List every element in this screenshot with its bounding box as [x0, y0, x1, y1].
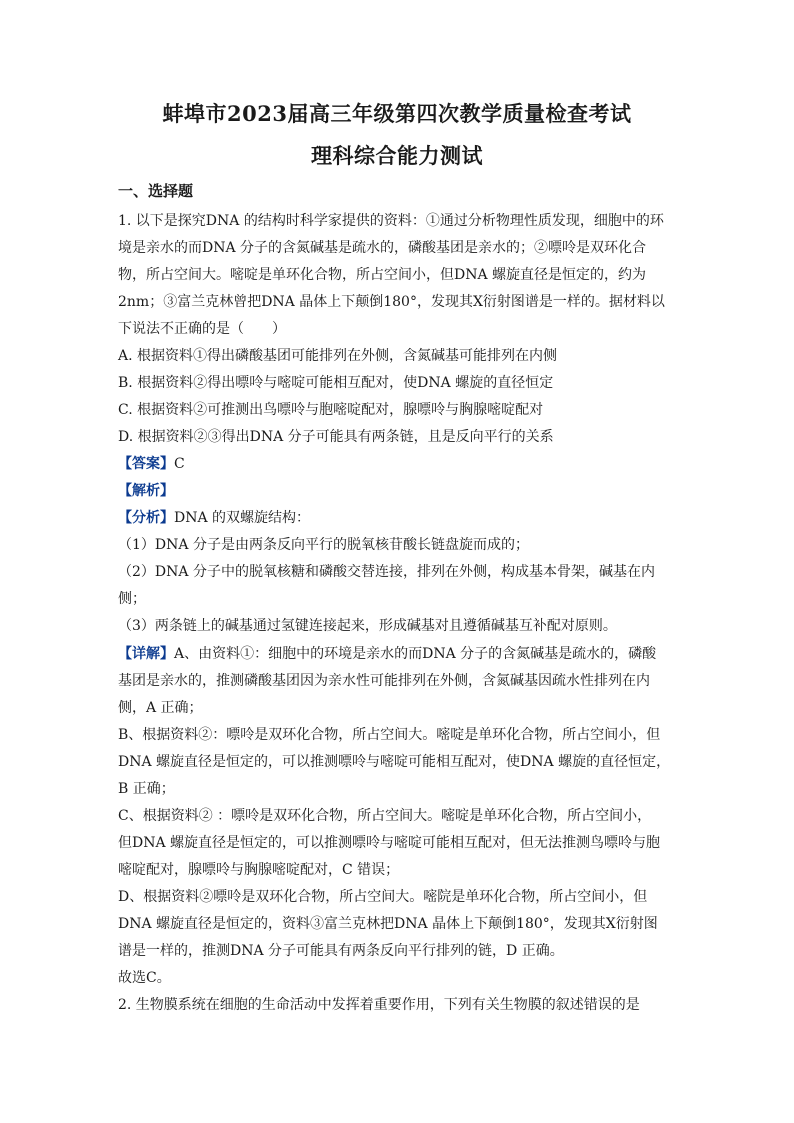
fenxi-text: DNA 的双螺旋结构：	[174, 510, 311, 526]
detail-item: C、根据资料② ：嘌呤是双环化合物，所占空间大。嘧啶是单环化合物，所占空间小，	[118, 808, 652, 824]
fenxi-item: （2）DNA 分子中的脱氧核糖和磷酸交替连接，排列在外侧，构成基本骨架，碱基在内	[118, 564, 655, 580]
detail-text: A、由资料①：细胞中的环境是亲水的而DNA 分子的含氮碱基是疏水的，磷酸	[174, 646, 657, 662]
detail-item: 谱是一样的，推测DNA 分子可能具有两条反向平行排列的链，D 正确。	[118, 943, 564, 959]
detail-item: D、根据资料②嘌呤是双环化合物，所占空间大。嘧院是单环化合物，所占空间小，但	[118, 889, 648, 905]
fenxi-line	[118, 509, 678, 527]
option-d: D. 根据资料②③得出DNA 分子可能具有两条链，且是反向平行的关系	[118, 429, 554, 445]
detail-item: DNA 螺旋直径是恒定的，资料③富兰克林把DNA 晶体上下颠倒180°，发现其X衍射图	[118, 916, 658, 932]
exam-subtitle: 理科综合能力测试	[311, 143, 483, 168]
detail-item: B 正确；	[118, 781, 175, 797]
section-heading: 一、选择题	[118, 182, 194, 200]
fenxi-item: （3）两条链上的碱基通过氢键连接起来，形成碱基对且遵循碱基互补配对原则。	[118, 618, 617, 634]
detail-item: B、根据资料②：嘌呤是双环化合物，所占空间大。嘧啶是单环化合物，所占空间小，但	[118, 727, 661, 743]
exam-title: 蚌埠市2023届高三年级第四次教学质量检查考试	[162, 101, 632, 126]
fenxi-item: （1）DNA 分子是由两条反向平行的脱氧核苷酸长链盘旋而成的；	[118, 537, 529, 553]
question-line: 1. 以下是探究DNA 的结构时科学家提供的资料：①通过分析物理性质发现，细胞中的环	[118, 213, 664, 229]
fenxi-tag: 【分析】	[118, 510, 174, 526]
detail-item: 侧，A 正确；	[118, 700, 203, 716]
detail-item: 但DNA 螺旋直径是恒定的，可以推测嘌呤与嘧啶可能相互配对，但无法推测鸟嘌呤与胞	[118, 835, 661, 851]
detail-line	[118, 645, 678, 663]
answer-tag: 【答案】	[118, 456, 174, 472]
option-a: A. 根据资料①得出磷酸基团可能排列在外侧，含氮碱基可能排列在内侧	[118, 348, 558, 364]
question-line: 境是亲水的而DNA 分子的含氮碱基是疏水的，磷酸基团是亲水的；②嘌呤是双环化合	[118, 240, 647, 256]
detail-tag: 【详解】	[118, 646, 174, 662]
question-line: 2nm；③富兰克林曾把DNA 晶体上下颠倒180°，发现其X衍射图谱是一样的。据材料以	[118, 294, 665, 310]
option-b: B. 根据资料②得出嘌呤与嘧啶可能相互配对，使DNA 螺旋的直径恒定	[118, 375, 554, 391]
detail-item: 嘧啶配对，腺嘌呤与胸腺嘧啶配对，C 错误；	[118, 862, 400, 878]
answer-value: C	[174, 456, 185, 472]
analysis-tag: 【解析】	[118, 483, 174, 499]
question-line: 下说法不正确的是（ ）	[118, 321, 286, 337]
conclusion-line: 故选C。	[118, 970, 171, 986]
fenxi-item: 侧；	[118, 591, 146, 607]
analysis-line	[118, 482, 678, 500]
option-c: C. 根据资料②可推测出鸟嘌呤与胞嘧啶配对，腺嘌呤与胸腺嘧啶配对	[118, 402, 544, 418]
detail-item: 基团是亲水的，推测磷酸基团因为亲水性可能排列在外侧，含氮碱基因疏水性排列在内	[118, 673, 650, 689]
answer-line	[118, 455, 678, 473]
detail-item: DNA 螺旋直径是恒定的，可以推测嘌呤与嘧啶可能相互配对，使DNA 螺旋的直径恒定，	[118, 754, 671, 770]
question-2-line: 2. 生物膜系统在细胞的生命活动中发挥着重要作用，下列有关生物膜的叙述错误的是	[118, 997, 640, 1013]
question-line: 物，所占空间大。嘧啶是单环化合物，所占空间小，但DNA 螺旋直径是恒定的，约为	[118, 267, 647, 283]
